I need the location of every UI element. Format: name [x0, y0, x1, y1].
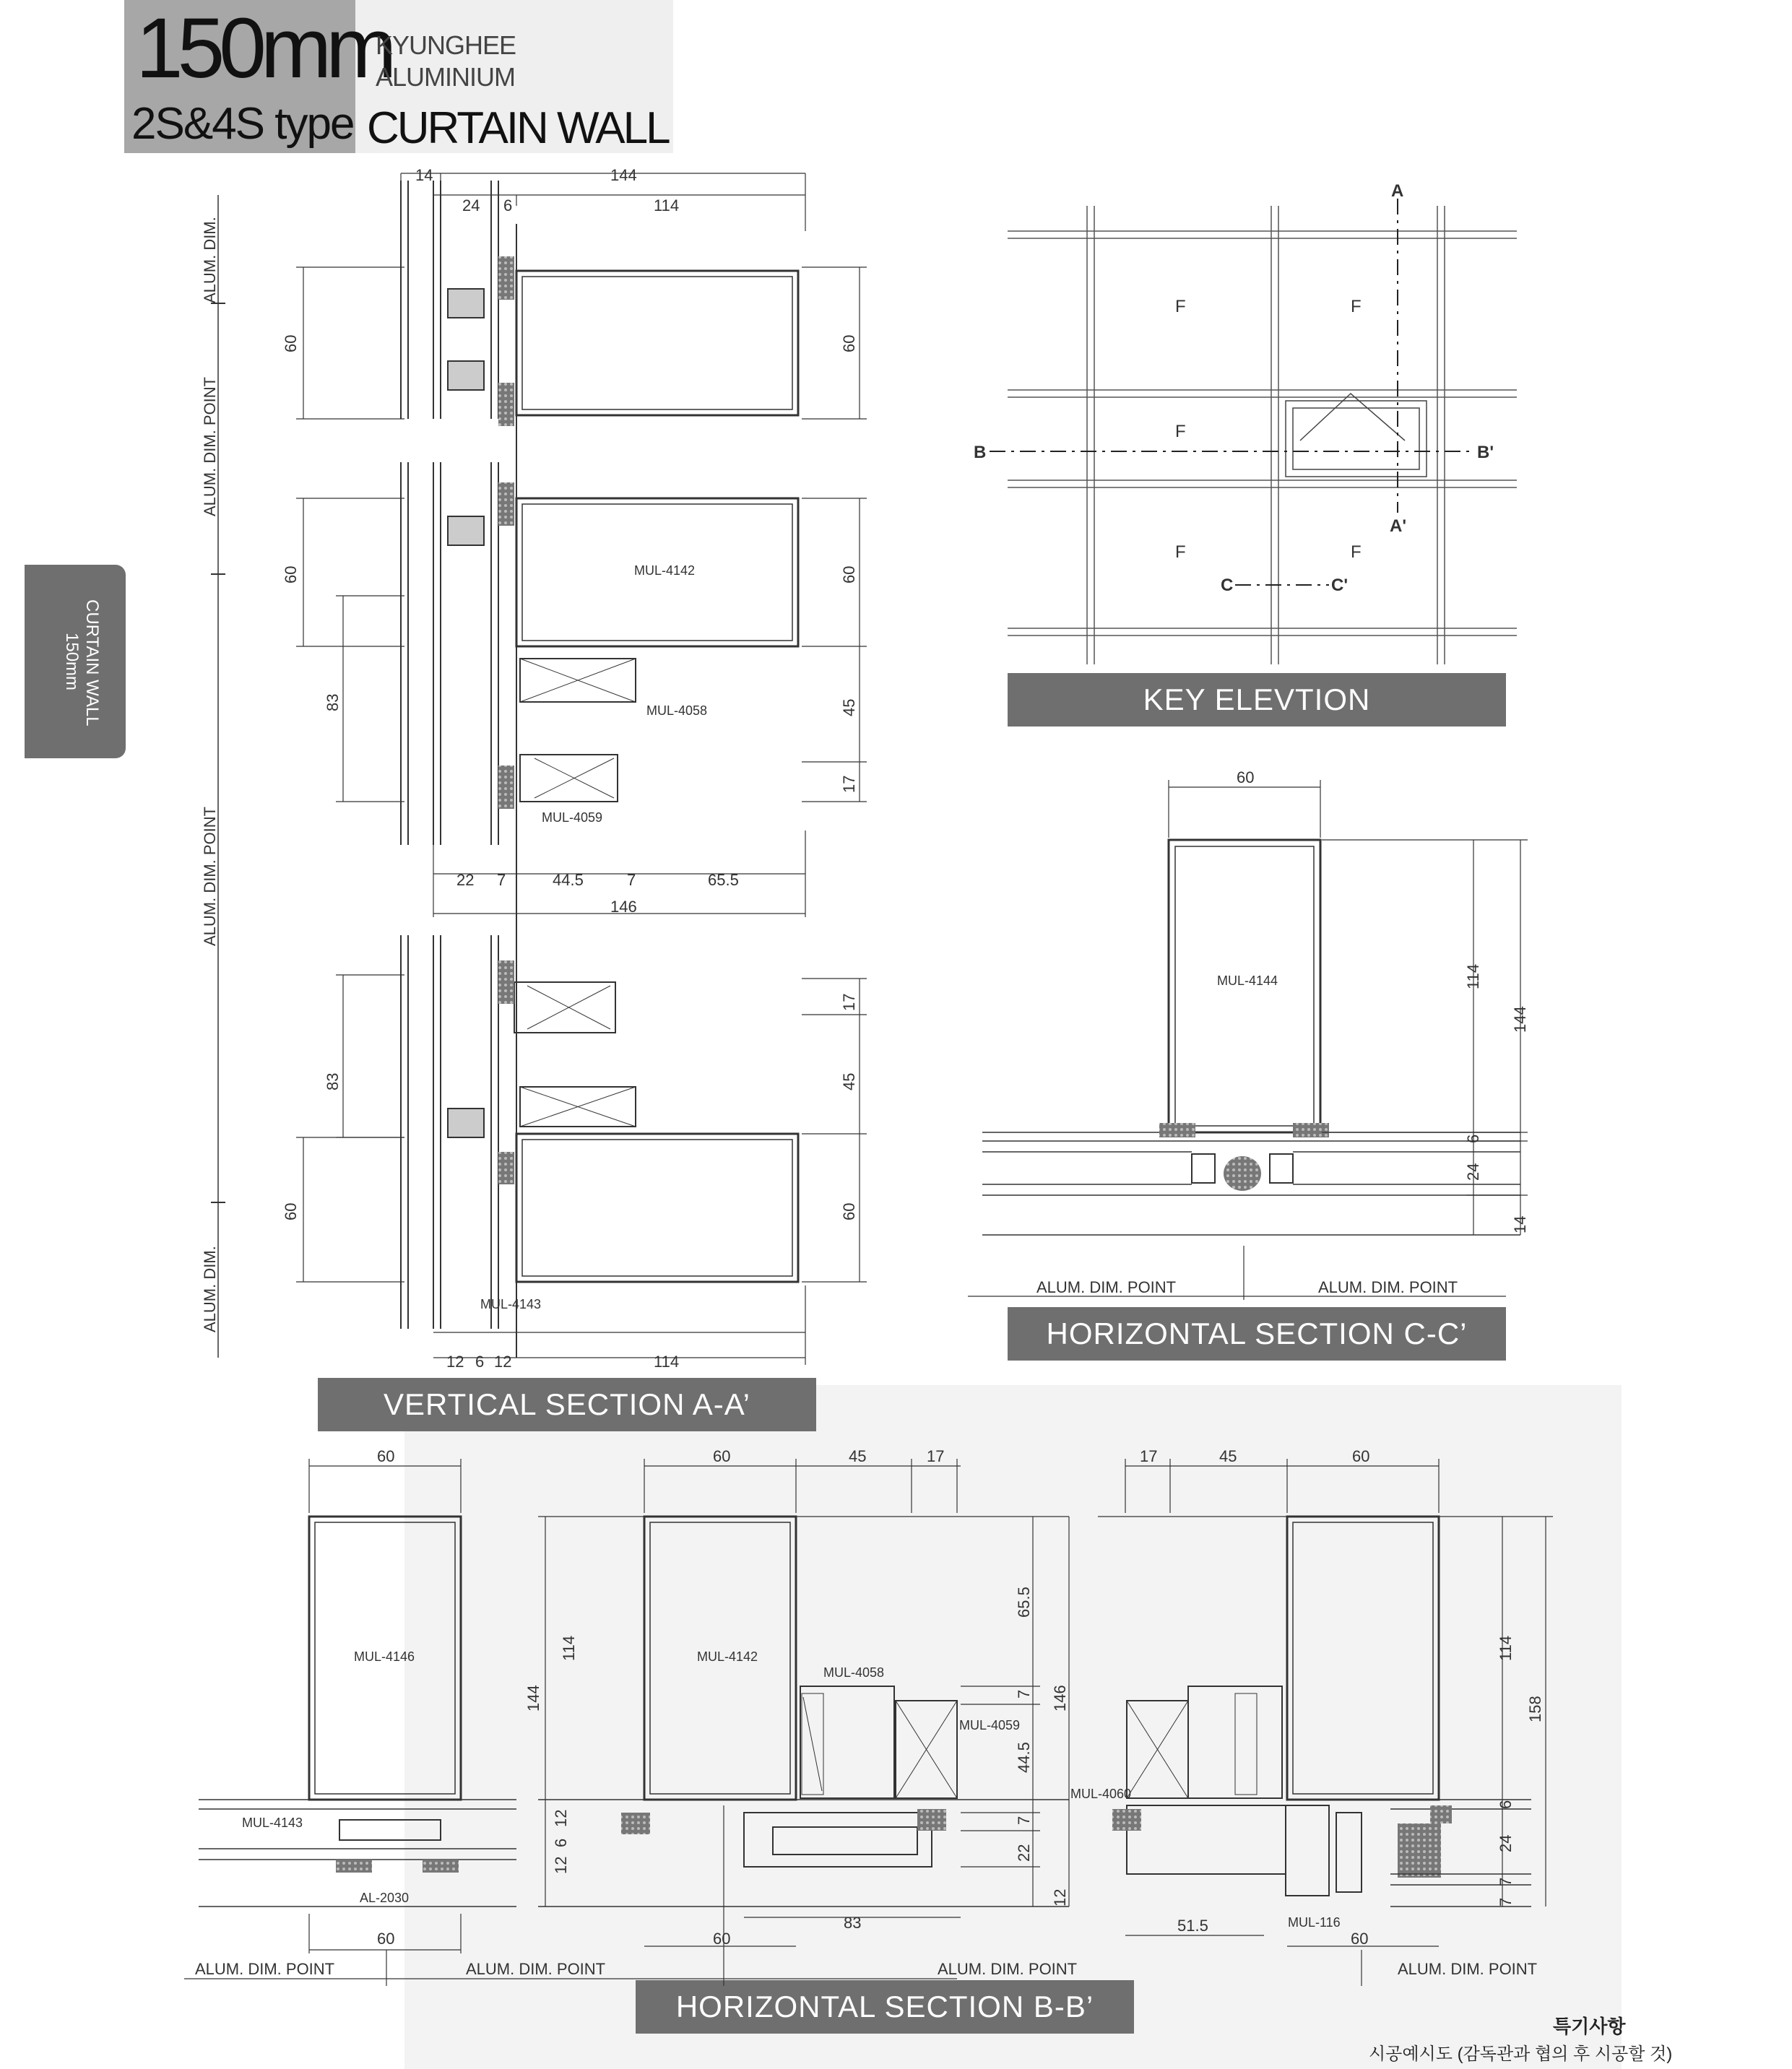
dim-v-83b: 83	[324, 1072, 342, 1090]
dim-top-114: 114	[654, 196, 680, 214]
key-label-b: B	[974, 443, 987, 462]
label-mul-4059-v: MUL-4059	[542, 810, 603, 825]
label-mul-4142-v: MUL-4142	[634, 563, 696, 578]
dim-top-14: 14	[415, 166, 433, 184]
dim-top-144: 144	[610, 166, 637, 184]
label-mul-4142-h: MUL-4142	[697, 1649, 758, 1664]
dim-bb2-7a: 7	[1015, 1689, 1033, 1699]
dim-114-v: 114	[654, 1353, 680, 1371]
header-size: 150mm	[136, 1, 391, 96]
dim-bb3-6: 6	[1497, 1800, 1515, 1809]
dim-top-6: 6	[503, 196, 513, 214]
header-brand-line2: ALUMINIUM	[376, 62, 516, 92]
dim-bb2-146: 146	[1051, 1685, 1069, 1712]
label-bb-alum-4: ALUM. DIM. POINT	[1398, 1960, 1538, 1978]
dim-bb3-7b: 7	[1497, 1897, 1515, 1907]
key-label-f5: F	[1351, 542, 1362, 562]
dim-bb2-144: 144	[524, 1685, 542, 1712]
dim-v-17a: 17	[840, 775, 858, 793]
dim-bb3-17-top: 17	[1140, 1447, 1158, 1465]
side-tab-line1: CURTAIN WALL	[82, 599, 102, 726]
dim-v-60d: 60	[840, 565, 858, 584]
dim-bb3-60-top: 60	[1352, 1447, 1370, 1465]
notes-body: 시공예시도 (감독관과 협의 후 시공할 것)	[1369, 2044, 1673, 2064]
label-mul-4060: MUL-4060	[1070, 1787, 1132, 1801]
dim-cc-114: 114	[1464, 963, 1482, 989]
dim-bb2-22: 22	[1015, 1844, 1033, 1862]
label-alum-dim-point-1: ALUM. DIM. POINT	[201, 376, 219, 516]
dim-bb2-45-top: 45	[849, 1447, 867, 1465]
label-alum-dim-point-2: ALUM. DIM. POINT	[201, 806, 219, 946]
label-mul-4058-v: MUL-4058	[646, 703, 708, 718]
label-mul-4146: MUL-4146	[354, 1649, 415, 1664]
dim-bb3-24: 24	[1497, 1834, 1515, 1852]
dim-bb3-51-5: 51.5	[1177, 1917, 1208, 1935]
label-mul-4058-h: MUL-4058	[823, 1665, 885, 1680]
dim-bb2-6: 6	[552, 1838, 570, 1847]
label-cc-alum-left: ALUM. DIM. POINT	[1036, 1278, 1177, 1296]
dim-7b: 7	[627, 871, 636, 889]
dim-cc-14: 14	[1511, 1215, 1529, 1233]
dim-bb1-60-bot: 60	[377, 1930, 395, 1948]
dim-v-17b: 17	[840, 993, 858, 1011]
dim-bb3-60-bot: 60	[1351, 1930, 1369, 1948]
key-label-f4: F	[1175, 542, 1186, 562]
title-vertical-section: VERTICAL SECTION A-A’	[318, 1378, 816, 1431]
dim-bb2-12a: 12	[552, 1809, 570, 1827]
dim-bb2-44-5: 44.5	[1015, 1742, 1033, 1773]
dim-v-60b: 60	[840, 334, 858, 352]
label-mul-116: MUL-116	[1288, 1915, 1341, 1930]
horizontal-section-cc-text	[1036, 768, 1529, 1296]
key-elevation-text	[974, 181, 1494, 595]
dim-v-45a: 45	[840, 698, 858, 716]
dim-v-45b: 45	[840, 1072, 858, 1090]
dim-cc-24: 24	[1464, 1163, 1482, 1181]
dim-bb2-60-top: 60	[713, 1447, 731, 1465]
dim-v-60a: 60	[282, 334, 300, 352]
dim-bb2-7b: 7	[1015, 1816, 1033, 1825]
header-brand-line1: KYUNGHEE	[376, 30, 516, 60]
dim-bb2-12c: 12	[1051, 1888, 1069, 1907]
dim-12a: 12	[446, 1353, 464, 1371]
key-label-a2: A'	[1390, 516, 1407, 536]
label-mul-4144: MUL-4144	[1217, 973, 1278, 988]
dim-22: 22	[456, 871, 475, 889]
dim-bb3-7a: 7	[1497, 1877, 1515, 1886]
label-mul-4143-h: MUL-4143	[242, 1816, 303, 1830]
dim-65-5: 65.5	[708, 871, 739, 889]
header-type: 2S&4S type	[131, 99, 354, 149]
key-label-f2: F	[1351, 297, 1362, 316]
label-bb-alum-2: ALUM. DIM. POINT	[466, 1960, 606, 1978]
label-alum-dim-bottom: ALUM. DIM.	[201, 1246, 219, 1332]
dim-bb2-12b: 12	[552, 1856, 570, 1874]
key-label-c2: C'	[1331, 576, 1349, 595]
horizontal-section-cc	[968, 780, 1528, 1300]
dim-bb3-158: 158	[1526, 1696, 1544, 1722]
dim-7a: 7	[497, 871, 506, 889]
dim-bb2-60-bot: 60	[713, 1930, 731, 1948]
dim-bb3-45-top: 45	[1219, 1447, 1237, 1465]
dim-cc-6: 6	[1464, 1134, 1482, 1143]
dim-v-60e: 60	[282, 1202, 300, 1220]
side-tab-line2: 150mm	[62, 633, 82, 691]
dim-v-60f: 60	[840, 1202, 858, 1220]
label-cc-alum-right: ALUM. DIM. POINT	[1318, 1278, 1458, 1296]
label-mul-4143-v: MUL-4143	[480, 1297, 542, 1311]
title-horizontal-bb: HORIZONTAL SECTION B-B’	[636, 1980, 1134, 2034]
dim-cc-144: 144	[1511, 1006, 1529, 1033]
key-label-f1: F	[1175, 297, 1186, 316]
dim-v-83a: 83	[324, 693, 342, 711]
dim-bb2-114: 114	[560, 1635, 578, 1661]
dim-bb2-17-top: 17	[927, 1447, 945, 1465]
vertical-section	[211, 173, 867, 1365]
key-label-a: A	[1391, 181, 1404, 201]
horizontal-section-bb	[184, 1459, 1553, 1986]
dim-146-v: 146	[610, 898, 637, 916]
dim-bb2-83: 83	[844, 1914, 862, 1932]
dim-top-24: 24	[462, 196, 480, 214]
dim-6: 6	[475, 1353, 485, 1371]
label-alum-dim-top: ALUM. DIM.	[201, 217, 219, 303]
label-mul-4059-h: MUL-4059	[959, 1718, 1021, 1732]
dim-bb3-114: 114	[1497, 1635, 1515, 1661]
key-label-c: C	[1221, 576, 1234, 595]
label-al-2030: AL-2030	[360, 1891, 410, 1905]
label-bb-alum-1: ALUM. DIM. POINT	[195, 1960, 335, 1978]
notes-title: 특기사항	[1553, 2016, 1626, 2037]
vertical-section-text	[201, 166, 858, 1371]
header-product: CURTAIN WALL	[367, 103, 669, 153]
horizontal-section-bb-text	[195, 1447, 1544, 1978]
key-label-b2: B'	[1477, 443, 1494, 462]
key-elevation	[990, 199, 1517, 664]
title-key-elevation: KEY ELEVTION	[1008, 673, 1506, 726]
dim-12b: 12	[494, 1353, 512, 1371]
dim-bb2-65-5: 65.5	[1015, 1587, 1033, 1618]
dim-v-60c: 60	[282, 565, 300, 584]
dim-44-5: 44.5	[553, 871, 584, 889]
key-label-f3: F	[1175, 422, 1186, 441]
title-horizontal-cc: HORIZONTAL SECTION C-C’	[1008, 1307, 1506, 1361]
dim-bb1-60-top: 60	[377, 1447, 395, 1465]
dim-cc-60: 60	[1237, 768, 1255, 786]
label-bb-alum-3: ALUM. DIM. POINT	[938, 1960, 1078, 1978]
